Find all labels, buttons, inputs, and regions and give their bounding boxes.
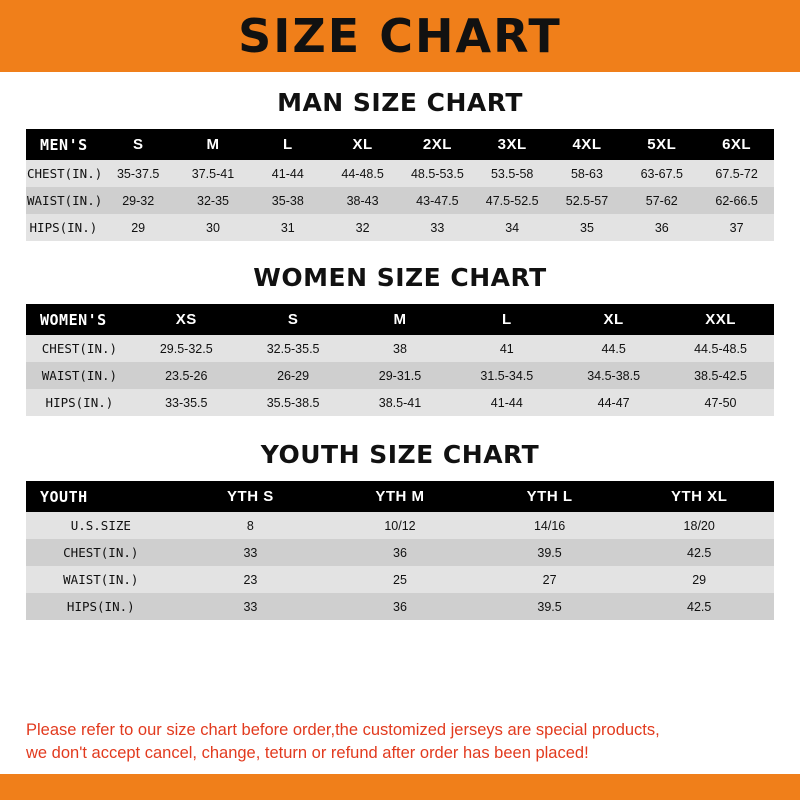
table-cell: 53.5-58 bbox=[490, 166, 534, 181]
header-cell: S bbox=[287, 311, 299, 328]
table-cell: 38 bbox=[393, 341, 407, 356]
header-cell: YTH S bbox=[227, 488, 274, 505]
table-cell: 18/20 bbox=[683, 518, 715, 533]
row-label: WAIST(IN.) bbox=[27, 193, 103, 208]
table-row bbox=[26, 512, 774, 539]
table-cell: 41 bbox=[499, 341, 514, 356]
table-cell: 32 bbox=[355, 220, 370, 235]
table-cell: 29.5-32.5 bbox=[159, 341, 213, 356]
disclaimer-note bbox=[0, 719, 800, 764]
table-cell: 44.5-48.5 bbox=[694, 341, 747, 356]
header-cell: 5XL bbox=[647, 136, 677, 153]
table-cell: 29-32 bbox=[122, 193, 155, 208]
header-cell: XXL bbox=[705, 311, 736, 328]
table-cell: 8 bbox=[246, 518, 254, 533]
section-title-man: MAN SIZE CHART bbox=[277, 88, 523, 117]
table-cell: 47-50 bbox=[704, 395, 737, 410]
table-cell: 23.5-26 bbox=[165, 368, 208, 383]
table-cell: 34.5-38.5 bbox=[587, 368, 641, 383]
table-cell: 35-38 bbox=[271, 193, 304, 208]
table-cell: 32.5-35.5 bbox=[266, 341, 320, 356]
header-cell-label: WOMEN'S bbox=[40, 310, 107, 329]
row-label: U.S.SIZE bbox=[70, 518, 131, 533]
content bbox=[0, 72, 800, 705]
table-cell: 30 bbox=[206, 220, 220, 235]
header-cell: 3XL bbox=[497, 136, 527, 153]
table-cell: 14/16 bbox=[533, 518, 566, 533]
table-cell: 27 bbox=[542, 572, 557, 587]
table-cell: 34 bbox=[505, 220, 520, 235]
table-cell: 35-37.5 bbox=[116, 166, 160, 181]
header-cell: XS bbox=[175, 311, 197, 328]
table-cell: 41-44 bbox=[490, 395, 523, 410]
table-header-row bbox=[26, 304, 774, 335]
note-line-2: we don't accept cancel, change, teturn or refund after order has been placed! bbox=[26, 743, 589, 762]
table-row bbox=[26, 214, 774, 241]
header-cell: XL bbox=[352, 136, 373, 153]
banner bbox=[0, 0, 800, 72]
table-cell: 33 bbox=[243, 545, 258, 560]
row-label: WAIST(IN.) bbox=[41, 368, 118, 383]
table-row bbox=[26, 362, 774, 389]
table-cell: 39.5 bbox=[537, 545, 562, 560]
header-cell: YTH XL bbox=[671, 488, 728, 505]
table-cell: 43-47.5 bbox=[416, 193, 459, 208]
header-cell-label: YOUTH bbox=[40, 487, 88, 506]
header-cell: YTH L bbox=[526, 488, 573, 505]
table-cell: 31.5-34.5 bbox=[480, 368, 534, 383]
row-label: WAIST(IN.) bbox=[63, 572, 139, 587]
table-cell: 44-47 bbox=[597, 395, 630, 410]
table-row bbox=[26, 160, 774, 187]
table-cell: 57-62 bbox=[645, 193, 678, 208]
table-cell: 31 bbox=[280, 220, 295, 235]
table-cell: 10/12 bbox=[384, 518, 416, 533]
table-man bbox=[26, 129, 774, 241]
table-cell: 33 bbox=[430, 220, 445, 235]
page-title: SIZE CHART bbox=[238, 9, 562, 63]
table-cell: 58-63 bbox=[570, 166, 603, 181]
table-cell: 42.5 bbox=[687, 599, 712, 614]
table-cell: 47.5-52.5 bbox=[485, 193, 539, 208]
table-row bbox=[26, 539, 774, 566]
table-row bbox=[26, 187, 774, 214]
table-cell: 62-66.5 bbox=[715, 193, 758, 208]
table-youth bbox=[26, 481, 774, 620]
table-header-row bbox=[26, 481, 774, 512]
table-cell: 41-44 bbox=[271, 166, 304, 181]
table-cell: 29 bbox=[131, 220, 146, 235]
row-label: CHEST(IN.) bbox=[63, 545, 139, 560]
row-label: HIPS(IN.) bbox=[29, 220, 98, 235]
table-row bbox=[26, 335, 774, 362]
header-cell: S bbox=[132, 136, 144, 153]
table-cell: 33 bbox=[243, 599, 258, 614]
header-cell: L bbox=[282, 136, 293, 153]
header-cell: M bbox=[206, 136, 220, 153]
table-row bbox=[26, 566, 774, 593]
table-cell: 44-48.5 bbox=[341, 166, 384, 181]
table-cell: 39.5 bbox=[537, 599, 562, 614]
header-cell: M bbox=[393, 311, 407, 328]
header-cell: 4XL bbox=[572, 136, 602, 153]
table-cell: 29-31.5 bbox=[378, 368, 422, 383]
table-cell: 44.5 bbox=[601, 341, 626, 356]
row-label: HIPS(IN.) bbox=[45, 395, 114, 410]
section-title-women: WOMEN SIZE CHART bbox=[253, 263, 547, 292]
bottom-bar bbox=[0, 774, 800, 800]
table-cell: 35 bbox=[580, 220, 594, 235]
table-cell: 33-35.5 bbox=[165, 395, 208, 410]
table-cell: 36 bbox=[654, 220, 669, 235]
note-line-1: Please refer to our size chart before order,the customized jerseys are special products, bbox=[26, 721, 660, 740]
table-cell: 36 bbox=[393, 599, 407, 614]
table-cell: 48.5-53.5 bbox=[410, 166, 464, 181]
table-cell: 35.5-38.5 bbox=[266, 395, 320, 410]
table-cell: 38.5-41 bbox=[378, 395, 422, 410]
table-cell: 52.5-57 bbox=[565, 193, 609, 208]
header-cell: 6XL bbox=[722, 136, 752, 153]
header-cell: YTH M bbox=[375, 488, 425, 505]
table-women bbox=[26, 304, 774, 416]
table-cell: 36 bbox=[393, 545, 407, 560]
header-cell: XL bbox=[603, 311, 624, 328]
table-cell: 67.5-72 bbox=[715, 166, 758, 181]
table-cell: 63-67.5 bbox=[640, 166, 683, 181]
row-label: CHEST(IN.) bbox=[27, 166, 103, 181]
header-cell: L bbox=[501, 311, 512, 328]
table-cell: 38.5-42.5 bbox=[694, 368, 747, 383]
header-cell-label: MEN'S bbox=[40, 135, 88, 154]
table-cell: 32-35 bbox=[197, 193, 229, 208]
table-cell: 26-29 bbox=[277, 368, 310, 383]
table-row bbox=[26, 389, 774, 416]
table-cell: 29 bbox=[692, 572, 707, 587]
row-label: HIPS(IN.) bbox=[66, 599, 135, 614]
table-cell: 38-43 bbox=[346, 193, 379, 208]
table-row bbox=[26, 593, 774, 620]
table-cell: 37 bbox=[729, 220, 744, 235]
table-cell: 42.5 bbox=[687, 545, 712, 560]
section-title-youth: YOUTH SIZE CHART bbox=[260, 440, 540, 469]
table-cell: 23 bbox=[243, 572, 258, 587]
table-cell: 25 bbox=[393, 572, 407, 587]
row-label: CHEST(IN.) bbox=[41, 341, 118, 356]
header-cell: 2XL bbox=[422, 136, 452, 153]
table-header-row bbox=[26, 129, 774, 160]
table-cell: 37.5-41 bbox=[191, 166, 235, 181]
